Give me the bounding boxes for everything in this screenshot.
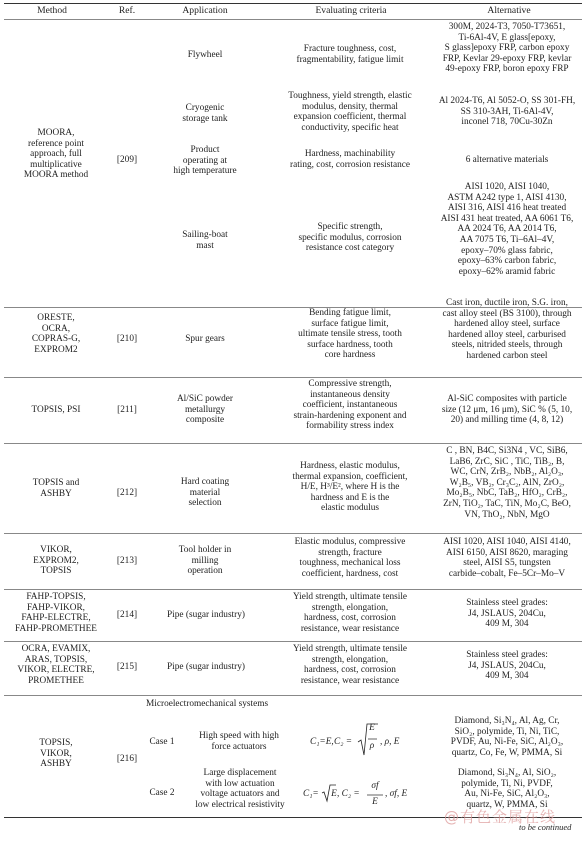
- app-sailing-mast: Sailing-boat mast: [182, 230, 228, 251]
- ref-209: [209]: [116, 155, 138, 165]
- alt-cryogenic: Al 2024-T6, Al 5052-O, SS 301-FH, SS 310-3AH, Ti-6Al-4V, inconel 718, 70Cu-30Zn: [438, 96, 576, 128]
- alt-sailing-mast: AISI 1020, AISI 1040, ASTM A242 type 1, AISI 4130, AISI 316, AISI 416 heat treated AISI 431 heat treated, AA 6061 T6, AA 2024 T6, AA 2014 T6, AA 7075 T6, Ti–6Al–4V, epoxy–70% glass fabric, epoxy–63% carbon fabric, epoxy–62% aramid fabric: [440, 182, 574, 277]
- ref-212: [212]: [116, 488, 138, 498]
- continued-note: to be continued: [519, 822, 572, 832]
- app-case-2: Large displacement with low actuation voltage actuators and low electrical resistivity: [195, 768, 285, 810]
- header-method: Method: [37, 5, 67, 16]
- method-ocra: OCRA, EVAMIX, ARAS, TOPSIS, VIKOR, ELECTRE, PROMETHEE: [17, 644, 95, 686]
- method-fahp: FAHP-TOPSIS, FAHP-VIKOR, FAHP-ELECTRE, FAHP-PROMETHEE: [15, 592, 97, 634]
- row-rule: [4, 641, 582, 642]
- alt-tool-holder: AISI 1020, AISI 1040, AISI 4140, AISI 6150, AISI 8620, maraging steel, AISI S5, tungsten carbide–cobalt, Fe–5Cr–Mo–V: [443, 537, 571, 579]
- app-cryogenic: Cryogenic storage tank: [182, 103, 228, 124]
- app-spur-gears: Spur gears: [185, 334, 225, 344]
- row-rule: [4, 443, 582, 444]
- app-hard-coating: Hard coating material selection: [180, 477, 230, 509]
- criteria-pipe-215: Yield strength, ultimate tensile strength, elongation, hardness, cost, corrosion resistance, wear resistance: [292, 644, 408, 686]
- header-rule: [4, 19, 582, 20]
- criteria-cryogenic: Toughness, yield strength, elastic modulus, density, thermal expansion coefficient, thermal conductivity, specific heat: [288, 91, 412, 133]
- alt-hard-coating: C , BN, B4C, Si3N4 , VC, SiB6, LaB6, ZrC, SiC , TiC, TiB₂, B, WC, CrN, ZrB₂, NbB₂, Al₂O₃, W₂B₅, VB₂, Cr₃C₂, AlN, ZrO₂, Mo₂B₅, NbC, TaB₂, HfO₂, CrB₂, ZrN, TiO₂, TaC, TiN, Mo₂C, BeO, VN, ThO₂, NbN, MgO: [443, 446, 571, 520]
- formula-tail-case-2: , σf, E: [385, 789, 408, 799]
- formula-c1-case-2: C₁=: [303, 789, 319, 799]
- formula-den-case-2: E: [372, 797, 378, 807]
- formula-c2-prefix-case-2: , C₂ =: [337, 789, 360, 799]
- header-alternative: Alternative: [487, 5, 531, 16]
- criteria-pipe-214: Yield strength, ultimate tensile strength, elongation, hardness, cost, corrosion resistance, wear resistance: [292, 592, 408, 634]
- case-1-label: Case 1: [149, 737, 175, 747]
- header-application: Application: [182, 5, 228, 16]
- alt-high-temp: 6 alternative materials: [465, 155, 549, 165]
- alt-pipe-214: Stainless steel grades: J4, JSLAUS, 204Cu, 409 M, 304: [466, 598, 548, 630]
- app-case-1: High speed with high force actuators: [199, 731, 279, 752]
- ref-211: [211]: [117, 405, 137, 415]
- row-rule: [4, 589, 582, 590]
- method-vikor: VIKOR, EXPROM2, TOPSIS: [33, 545, 79, 577]
- app-flywheel: Flywheel: [187, 50, 223, 60]
- alt-al-sic: Al-SiC composites with particle size (12 μm, 16 μm), SiC % (5, 10, 20) and milling time (4, 8, 12): [441, 394, 573, 426]
- formula-tail-case-1: , ρ, E: [380, 737, 400, 747]
- header-ref: Ref.: [118, 5, 136, 16]
- criteria-spur-gears: Bending fatigue limit, surface fatigue limit, ultimate tensile stress, tooth surface hardness, tooth core hardness: [298, 308, 402, 361]
- formula-c2-prefix-case-1: C₂ =: [334, 737, 353, 747]
- ref-215: [215]: [116, 662, 138, 672]
- method-topsis-ashby: TOPSIS and ASHBY: [32, 478, 80, 499]
- app-al-sic: Al/SiC powder metallurgy composite: [176, 394, 234, 426]
- method-topsis-psi: TOPSIS, PSI: [31, 405, 81, 415]
- formula-c1-case-1: C₁=E,: [310, 737, 334, 747]
- row-rule: [4, 533, 582, 534]
- alt-pipe-215: Stainless steel grades: J4, JSLAUS, 204Cu, 409 M, 304: [466, 650, 548, 682]
- alt-spur-gears: Cast iron, ductile iron, S.G. iron, cast alloy steel (BS 3100), through hardened alloy steel, surface hardened alloy steel, carburised steels, nitrided steels, through hardened carbon steel: [442, 298, 572, 361]
- alt-flywheel: 300M, 2024-T3, 7050-T73651, Ti-6Al-4V, E glass[epoxy, S glass]epoxy FRP, carbon epoxy FRP, Kevlar 29-epoxy FRP, kevlar 49-epoxy FRP, boron epoxy FRP: [442, 22, 572, 75]
- formula-num-case-2: σf: [371, 781, 379, 791]
- app-pipe-215: Pipe (sugar industry): [167, 662, 245, 672]
- method-mems: TOPSIS, VIKOR, ASHBY: [39, 738, 73, 770]
- case-2-label: Case 2: [149, 788, 175, 798]
- header-criteria: Evaluating criteria: [315, 5, 387, 16]
- criteria-hard-coating: Hardness, elastic modulus, thermal expansion, coefficient, H/E, H³/E², where H is the hardness and E is the elastic modulus: [292, 461, 408, 514]
- app-pipe-214: Pipe (sugar industry): [167, 610, 245, 620]
- formula-root-case-2: E: [331, 789, 337, 799]
- app-high-temp: Product operating at high temperature: [173, 145, 237, 177]
- formula-num-case-1: E: [369, 723, 375, 733]
- criteria-al-sic: Compressive strength, instantaneous density coefficient, instantaneous strain-hardening exponent and formability stress index: [293, 379, 407, 432]
- alt-case-1: Diamond, Si₃N₄, Al, Ag, Cr, SiO₂, polymide, Ti, Ni, TiC, PVDF, Au, Ni-Fe, SiC, Al₂O₃, quartz, Co, Fe, W, PMMA, Si: [450, 716, 564, 758]
- ref-216: [216]: [116, 754, 138, 764]
- fraction-bar-case-2: [367, 794, 383, 796]
- watermark: @有色金属在线: [444, 808, 557, 826]
- ref-210: [210]: [116, 334, 138, 344]
- criteria-tool-holder: Elastic modulus, compressive strength, fracture toughness, mechanical loss coefficient, hardness, cost: [294, 537, 406, 579]
- row-rule: [4, 695, 582, 696]
- top-rule: [4, 3, 582, 4]
- criteria-high-temp: Hardness, machinability rating, cost, corrosion resistance: [289, 149, 411, 170]
- formula-den-case-1: ρ: [369, 741, 375, 751]
- section-mems: Microelectromechanical systems: [146, 699, 269, 709]
- ref-214: [214]: [116, 610, 138, 620]
- method-oreste: ORESTE, OCRA, COPRAS-G, EXPROM2: [31, 313, 81, 355]
- ref-213: [213]: [116, 556, 138, 566]
- method-moora: MOORA, reference point approach, full multiplicative MOORA method: [23, 128, 89, 181]
- app-tool-holder: Tool holder in milling operation: [178, 545, 232, 577]
- criteria-sailing-mast: Specific strength, specific modulus, corrosion resistance cost category: [298, 222, 402, 254]
- row-rule: [4, 377, 582, 378]
- alt-case-2: Diamond, Si₃N₄, Al, SiO₂, polymide, Ti, Ni, PVDF, Au, Ni-Fe, SiC, Al₂O₃, quartz, W, PMMA, Si: [457, 768, 557, 810]
- criteria-flywheel: Fracture toughness, cost, fragmentability, fatigue limit: [296, 44, 404, 65]
